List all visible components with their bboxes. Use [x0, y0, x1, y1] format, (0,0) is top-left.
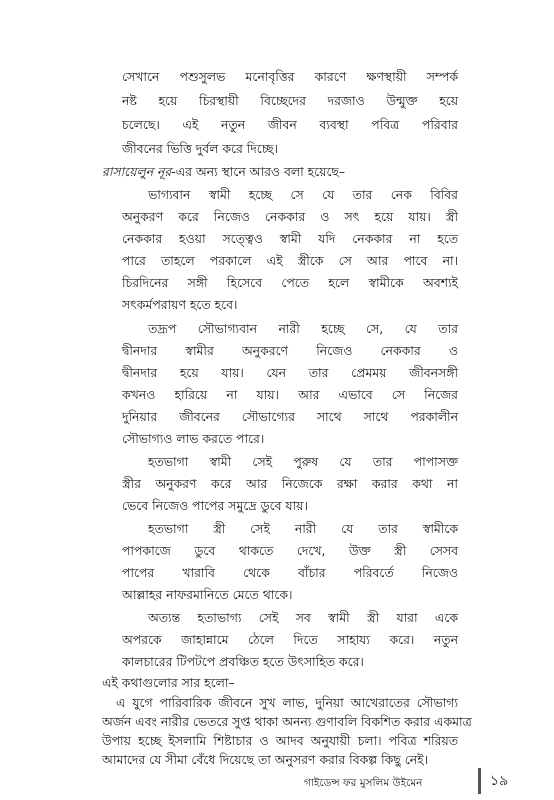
quote-text-line: পাপের খারাবি থেকে বাঁচার পরিবর্তে নিজেও: [122, 565, 458, 580]
quote-text-line: আল্লাহর নাফরমানিতে মেতে থাকে।: [122, 587, 293, 602]
quote-text-line: কখনও হারিয়ে না যায়। আর এভাবে সে নিজের: [122, 387, 458, 402]
quote-text-line: সৎকর্মপরায়ণ হতে হবে।: [122, 297, 238, 312]
page-number: ১৯: [490, 773, 509, 789]
quote-text-line: দ্বীনদার হয়ে যায়। যেন তার প্রেমময় জীবনসঙ্গী: [122, 365, 458, 380]
footer-divider: [478, 768, 481, 794]
quote-text-line: নেককার হওয়া সত্ত্বেও স্বামী যদি নেককার না হতে: [122, 231, 458, 246]
quote-text-line: অত্যন্ত হতাভাগ্য সেই সব স্বামী স্ত্রী যারা একে: [148, 610, 458, 625]
quote-intro-line: [102, 161, 345, 183]
quote-text-line: দ্বীনদার স্বামীর অনুকরণে নিজেও নেককার ও: [122, 343, 458, 358]
quote-text-line: ভাগ্যবান স্বামী হচ্ছে সে যে তার নেক বিবির: [148, 187, 458, 202]
quote-text-line: হতভাগা স্বামী সেই পুরুষ যে তার পাপাসক্ত: [148, 454, 458, 469]
footer-book-title: গাইডেন্স ফর মুসলিম উইমেন: [304, 777, 423, 789]
quote-text-line: পাপকাজে ডুবে থাকতে দেখে, উক্ত স্ত্রী সেসব: [122, 543, 458, 558]
summary-text-line: এ যুগে পারিবারিক জীবনে সুখ লাভ, দুনিয়া আখেরাতের সৌভাগ্য: [116, 695, 458, 710]
quote-text-line: দুনিয়ার জীবনের সৌভাগ্যের সাথে সাথে পরকালীন: [122, 409, 458, 424]
quote-text-line: পারে তাহলে পরকালে এই স্ত্রীকে সে আর পাবে না।: [122, 253, 458, 268]
summary-text-line: অর্জন এবং নারীর ভেতরে সুপ্ত থাকা অনন্য গুণাবলি বিকশিত করার একমাত্র: [102, 714, 472, 729]
body-text-line: নষ্ট হয়ে চিরস্থায়ী বিচ্ছেদের দরজাও উন্মুক্ত হয়ে: [122, 93, 458, 108]
quote-text-line: সৌভাগ্যও লাভ করতে পারে।: [122, 431, 265, 446]
quote-text-line: চিরদিনের সঙ্গী হিসেবে পেতে হলে স্বামীকে অবশ্যই: [122, 275, 458, 290]
body-text-line: জীবনের ভিত্তি দুর্বল করে দিচ্ছে।: [122, 141, 278, 156]
quote-text-line: ভেবে নিজেও পাপের সমুদ্রে ডুবে যায়।: [122, 498, 308, 513]
quote-text-line: স্ত্রীর অনুকরণ করে আর নিজেকে রক্ষা করার কথা না: [122, 476, 458, 491]
summary-text-line: আমাদের যে সীমা বেঁধে দিয়েছে তা অনুসরণ করার বিকল্প কিছু নেই।: [102, 752, 429, 767]
quote-text-line: কালচারের টিপটপে প্রবঞ্চিত হতে উৎসাহিত করে।: [122, 654, 364, 669]
quote-source: রাসায়েলুন নূর: [102, 164, 172, 179]
summary-intro: এই কথাগুলোর সার হলো–: [102, 675, 235, 690]
body-text-line: সেখানে পশুসুলভ মনোবৃত্তির কারণে ক্ষণস্থায়ী সম্পর্ক: [122, 69, 458, 84]
summary-text-line: উপায় হচ্ছে ইসলামি শিষ্টাচার ও আদব অনুযায়ী চলা। পবিত্র শরিয়ত: [102, 733, 458, 748]
quote-text-line: হতভাগা স্ত্রী সেই নারী যে তার স্বামীকে: [148, 521, 458, 536]
body-text-line: চলেছে। এই নতুন জীবন ব্যবস্থা পবিত্র পরিবার: [122, 117, 458, 132]
quote-intro-text: -এর অন্য স্থানে আরও বলা হয়েছে–: [171, 164, 346, 179]
quote-text-line: অপরকে জাহান্নামে ঠেলে দিতে সাহায্য করে। নতুন: [122, 632, 458, 647]
quote-text-line: অনুকরণ করে নিজেও নেককার ও সৎ হয়ে যায়। স্ত্রী: [122, 209, 458, 224]
quote-text-line: তদ্রূপ সৌভাগ্যবান নারী হচ্ছে সে, যে তার: [148, 321, 458, 336]
